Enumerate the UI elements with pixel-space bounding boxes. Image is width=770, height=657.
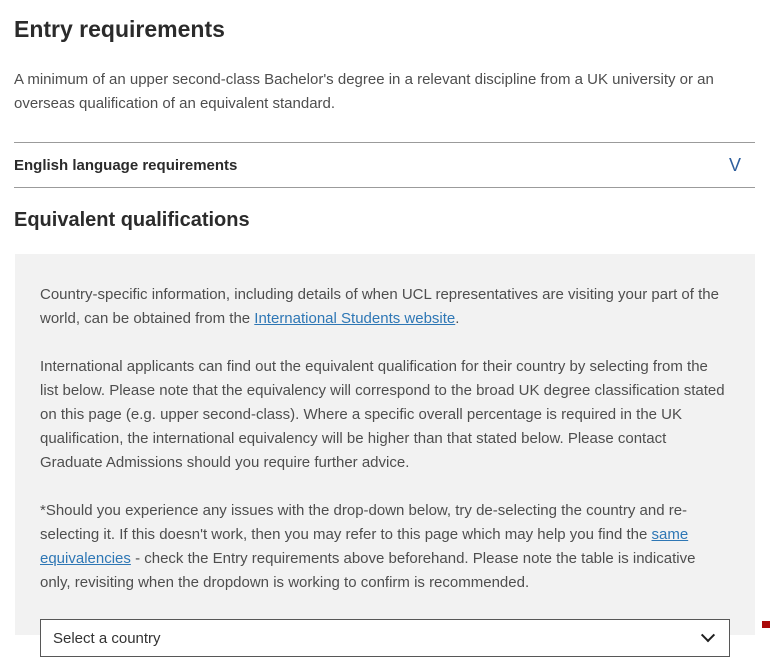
equivalent-qualifications-panel	[15, 254, 755, 647]
country-select-dropdown[interactable]	[40, 619, 730, 657]
accordion-label: English language requirements	[14, 156, 238, 174]
country-specific-paragraph	[40, 283, 730, 331]
dropdown-issues-paragraph	[40, 499, 730, 595]
same-equivalencies-link[interactable]: same equivalencies	[40, 526, 689, 567]
divider	[14, 187, 755, 188]
international-applicants-paragraph: International applicants can find out the equivalent qualification for their country by selecting from the list below. Please note that the equivalency will correspond to the broad UK degree classification stated on this page (e.g. upper second-class). Where a specific overall percentage is required in the UK qualification, the international equivalency will be higher than that stated below. Please contact Graduate Admissions should you require further advice.	[40, 358, 725, 471]
paragraph-text: Country-specific information, including details of when UCL representatives are visiting your part of the world, can be obtained from the	[40, 286, 719, 327]
paragraph-text: *Should you experience any issues with the drop-down below, try de-selecting the country and re-selecting it. If this doesn't work, then you may refer to this page which may help you find the	[40, 502, 688, 543]
accordion-english-language-requirements[interactable]	[14, 143, 755, 187]
page-content	[0, 16, 770, 647]
entry-requirements-text: A minimum of an upper second-class Bachelor's degree in a relevant discipline from a UK university or an overseas qualification of an equivalent standard.	[14, 71, 714, 112]
page-title: Entry requirements	[14, 16, 225, 42]
equivalent-qualifications-title: Equivalent qualifications	[14, 209, 250, 231]
chevron-down-icon[interactable]: V	[728, 155, 741, 175]
country-select-value: Select a country	[53, 629, 161, 647]
chevron-down-icon	[701, 628, 715, 642]
paragraph-text: - check the Entry requirements above beforehand. Please note the table is indicative only, revisiting when the dropdown is working to confirm is recommended.	[40, 550, 696, 591]
international-students-website-link[interactable]: International Students website	[254, 310, 456, 327]
corner-artifact	[762, 621, 770, 628]
paragraph-text: .	[455, 310, 460, 327]
